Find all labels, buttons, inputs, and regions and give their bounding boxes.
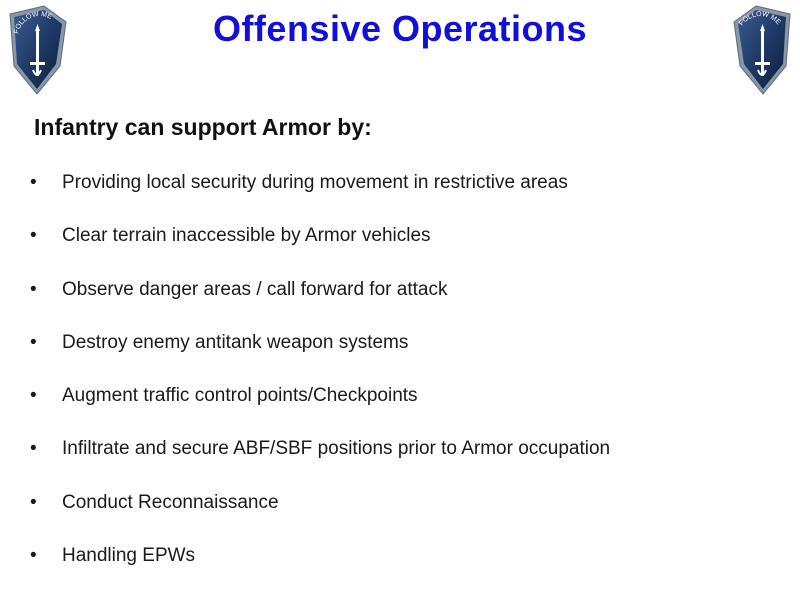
bullet-marker: •	[30, 491, 37, 513]
list-item-text: Observe danger areas / call forward for attack	[62, 278, 448, 300]
list-item-text: Infiltrate and secure ABF/SBF positions prior to Armor occupation	[62, 438, 611, 460]
list-item-text: Handling EPWs	[62, 545, 196, 567]
list-item-text: Destroy enemy antitank weapon systems	[62, 331, 409, 353]
bullet-marker: •	[30, 225, 37, 247]
infantry-shield-icon	[730, 4, 796, 96]
section-heading: Infantry can support Armor by:	[34, 114, 372, 140]
list-item-text: Conduct Reconnaissance	[62, 491, 279, 513]
list-item-text: Clear terrain inaccessible by Armor vehicles	[62, 225, 431, 247]
bullet-marker: •	[30, 278, 37, 300]
list-item-text: Augment traffic control points/Checkpoints	[62, 385, 418, 407]
bullet-marker: •	[30, 438, 37, 460]
bullet-marker: •	[30, 331, 37, 353]
list-item-text: Providing local security during movement in restrictive areas	[62, 172, 568, 193]
logo-motto: FOLLOW ME	[737, 10, 782, 28]
bullet-marker: •	[30, 545, 37, 567]
bullet-marker: •	[30, 385, 37, 407]
bullet-marker: •	[30, 172, 37, 193]
page-title: Offensive Operations	[212, 8, 588, 49]
logo-motto: FOLLOW ME	[13, 10, 53, 35]
